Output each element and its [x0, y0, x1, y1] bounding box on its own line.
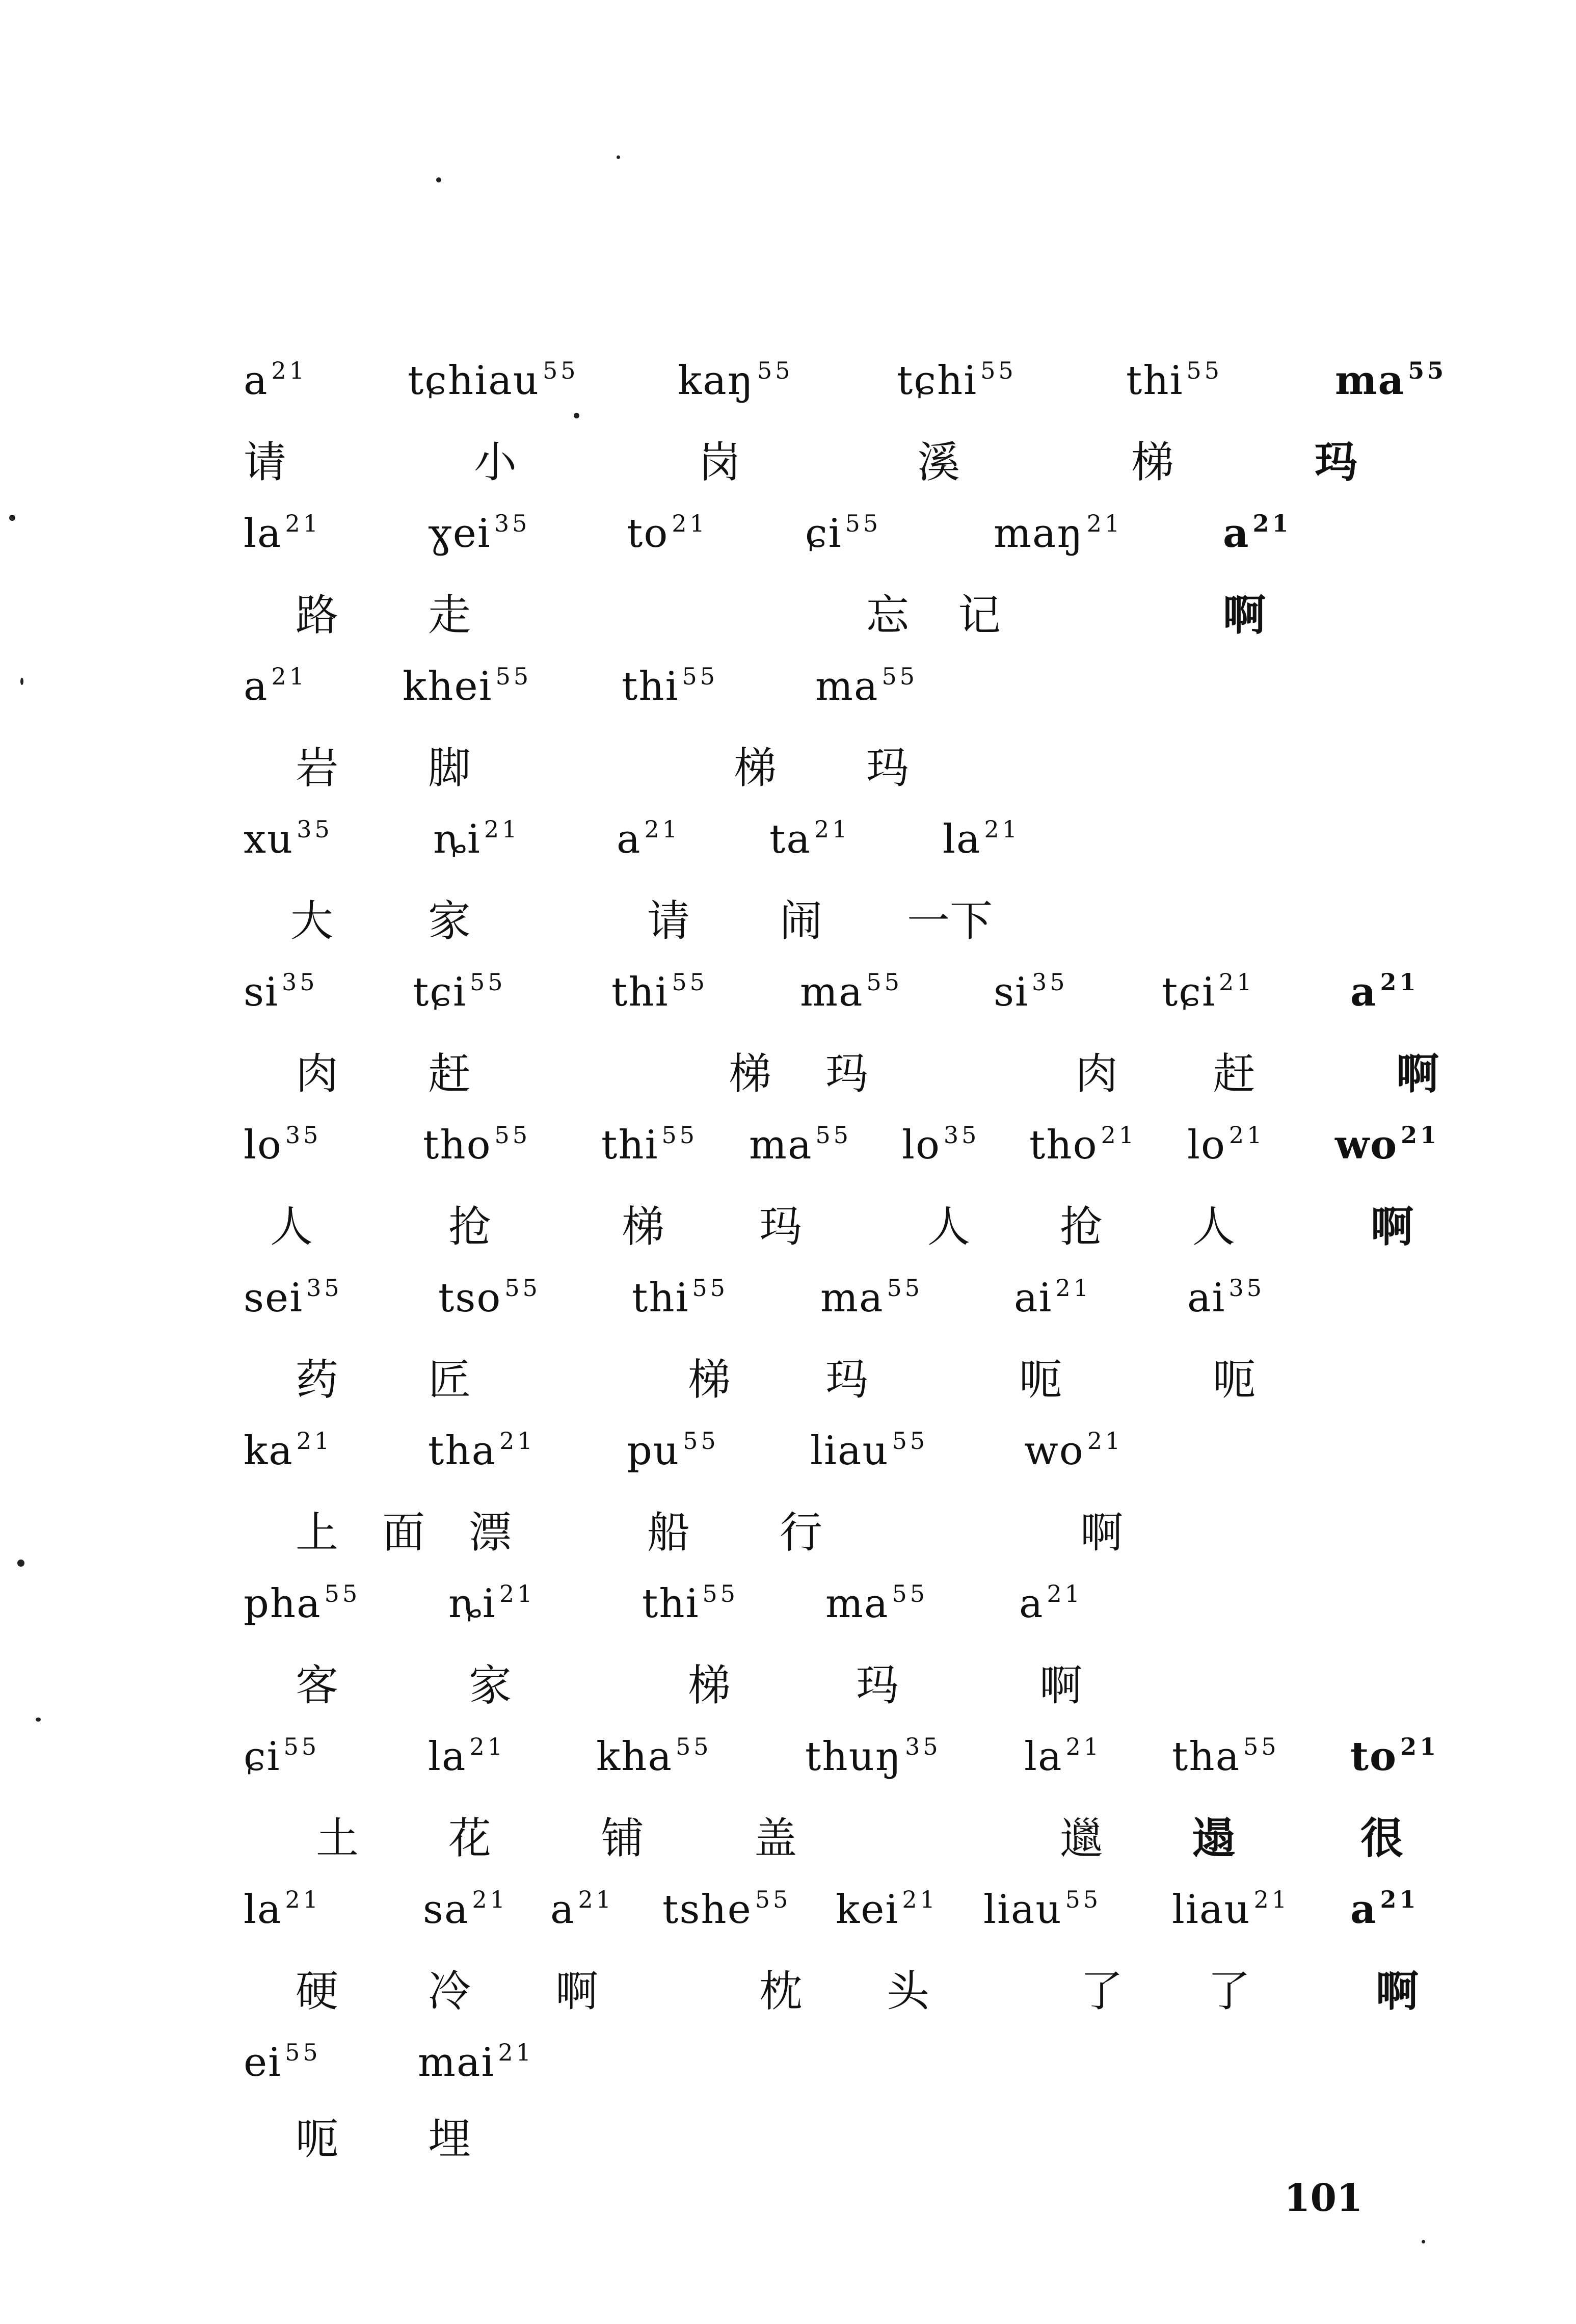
- roman-word: a $^{21}$: [550, 1886, 615, 1933]
- roman-word: lo $^{35}$: [902, 1121, 980, 1168]
- gloss-char: 一下: [907, 896, 993, 946]
- roman-word: tho $^{55}$: [423, 1121, 531, 1168]
- roman-word: tha $^{55}$: [1172, 1733, 1279, 1780]
- gloss-char: 小: [474, 437, 517, 487]
- roman-word: khei $^{55}$: [403, 663, 532, 709]
- roman-word: la $^{21}$: [244, 510, 321, 557]
- gloss-char: 溪: [917, 437, 960, 487]
- print-speck: [9, 515, 15, 521]
- roman-word: a $^{21}$: [617, 815, 681, 862]
- print-speck: [617, 155, 620, 159]
- gloss-char: 很: [1360, 1813, 1404, 1863]
- roman-word: wo $^{21}$: [1024, 1427, 1124, 1474]
- roman-word: sei $^{35}$: [244, 1274, 342, 1321]
- gloss-char: 啊: [1080, 1508, 1124, 1557]
- gloss-char: 船: [647, 1508, 690, 1557]
- gloss-char: 邋: [1060, 1813, 1103, 1863]
- gloss-char: 了: [1080, 1966, 1124, 2016]
- gloss-char: 人: [270, 1202, 313, 1252]
- gloss-char: 啊: [555, 1966, 599, 2016]
- roman-word: ma $^{55}$: [749, 1121, 852, 1168]
- gloss-char: 记: [958, 590, 1001, 640]
- page-number: 101: [1284, 2176, 1363, 2220]
- gloss-char: 路: [296, 590, 339, 640]
- roman-word: to $^{21}$: [1350, 1733, 1439, 1780]
- roman-word: thi $^{55}$: [1126, 357, 1223, 404]
- roman-word: ma $^{55}$: [820, 1274, 923, 1321]
- roman-word: kaŋ $^{55}$: [678, 357, 793, 404]
- gloss-char: 忘: [866, 590, 910, 640]
- roman-word: thi $^{55}$: [632, 1274, 729, 1321]
- gloss-char: 啊: [1396, 1048, 1439, 1099]
- gloss-char: 玛: [759, 1202, 803, 1252]
- gloss-char: 玛: [1315, 437, 1358, 487]
- roman-word: a $^{21}$: [244, 663, 308, 709]
- gloss-char: 铺: [601, 1813, 645, 1863]
- roman-word: tshe $^{55}$: [662, 1886, 791, 1933]
- gloss-char: 啊: [1376, 1966, 1419, 2016]
- roman-word: liau $^{55}$: [810, 1427, 928, 1474]
- roman-word: ɣei $^{35}$: [428, 510, 530, 557]
- gloss-char: 玛: [825, 1355, 869, 1405]
- gloss-char: 玛: [856, 1660, 899, 1710]
- roman-word: pu $^{55}$: [627, 1427, 719, 1474]
- roman-word: tɕhiau $^{55}$: [408, 357, 579, 404]
- roman-word: thi $^{55}$: [601, 1121, 698, 1168]
- print-speck: [436, 177, 441, 182]
- roman-word: ȵi $^{21}$: [433, 815, 520, 862]
- gloss-char: 土: [316, 1813, 359, 1863]
- roman-word: a $^{21}$: [1350, 968, 1419, 1015]
- gloss-char: 抢: [448, 1202, 492, 1252]
- gloss-char: 梯: [688, 1660, 731, 1710]
- roman-word: wo $^{21}$: [1335, 1121, 1440, 1168]
- gloss-char: 请: [647, 896, 690, 946]
- gloss-char: 漂: [469, 1508, 512, 1557]
- roman-word: pha $^{55}$: [244, 1580, 361, 1627]
- gloss-char: 啊: [1223, 590, 1266, 640]
- roman-word: thi $^{55}$: [611, 968, 708, 1015]
- gloss-char: 岗: [698, 437, 741, 487]
- roman-word: ma $^{55}$: [1335, 357, 1447, 404]
- gloss-char: 梯: [622, 1202, 665, 1252]
- gloss-char: 盖: [754, 1813, 797, 1863]
- roman-word: tɕhi $^{55}$: [897, 357, 1017, 404]
- print-speck: [1422, 2240, 1425, 2243]
- roman-word: ei $^{55}$: [244, 2039, 321, 2085]
- gloss-char: 闹: [780, 896, 823, 946]
- gloss-char: 梯: [1131, 437, 1174, 487]
- roman-word: a $^{21}$: [1019, 1580, 1083, 1627]
- gloss-char: 埋: [428, 2114, 471, 2164]
- roman-word: thi $^{55}$: [642, 1580, 739, 1627]
- gloss-char: 人: [1192, 1202, 1236, 1252]
- gloss-char: 药: [296, 1355, 339, 1405]
- roman-word: mai $^{21}$: [418, 2039, 534, 2085]
- roman-word: ma $^{55}$: [825, 1580, 928, 1627]
- roman-word: sa $^{21}$: [423, 1886, 509, 1933]
- gloss-char: 遢: [1192, 1813, 1236, 1863]
- roman-word: kei $^{21}$: [836, 1886, 938, 1933]
- gloss-char: 赶: [428, 1049, 471, 1099]
- gloss-char: 呃: [1213, 1355, 1256, 1405]
- roman-word: ȵi $^{21}$: [448, 1580, 536, 1627]
- gloss-char: 梯: [688, 1355, 731, 1405]
- print-speck: [17, 1560, 24, 1567]
- gloss-char: 啊: [1039, 1660, 1083, 1710]
- roman-word: kha $^{55}$: [596, 1733, 712, 1780]
- gloss-char: 请: [244, 437, 287, 487]
- gloss-char: 玛: [866, 743, 910, 793]
- roman-word: si $^{35}$: [994, 968, 1068, 1015]
- roman-word: la $^{21}$: [943, 815, 1020, 862]
- gloss-char: 家: [428, 896, 471, 946]
- roman-word: ka $^{21}$: [244, 1427, 333, 1474]
- gloss-char: 岩: [296, 743, 339, 793]
- roman-word: thuŋ $^{35}$: [805, 1733, 941, 1780]
- roman-word: ɕi $^{55}$: [805, 510, 882, 557]
- gloss-char: 了: [1208, 1966, 1251, 2016]
- roman-word: tɕi $^{21}$: [1162, 968, 1255, 1015]
- roman-word: lo $^{21}$: [1187, 1121, 1265, 1168]
- roman-word: tha $^{21}$: [428, 1427, 536, 1474]
- gloss-char: 抢: [1060, 1202, 1103, 1252]
- gloss-char: 人: [927, 1202, 971, 1252]
- gloss-char: 行: [780, 1508, 823, 1557]
- gloss-char: 家: [469, 1660, 512, 1710]
- gloss-char: 上: [296, 1508, 339, 1557]
- gloss-char: 走: [428, 590, 471, 640]
- gloss-char: 肉: [296, 1049, 339, 1099]
- roman-word: a $^{21}$: [1223, 510, 1292, 557]
- gloss-char: 赶: [1213, 1049, 1256, 1099]
- gloss-char: 呃: [1019, 1355, 1062, 1405]
- print-speck: [20, 678, 23, 685]
- roman-word: la $^{21}$: [1024, 1733, 1102, 1780]
- roman-word: la $^{21}$: [244, 1886, 321, 1933]
- gloss-char: 客: [296, 1660, 339, 1710]
- roman-word: to $^{21}$: [627, 510, 708, 557]
- roman-word: thi $^{55}$: [622, 663, 718, 709]
- gloss-char: 花: [448, 1813, 492, 1863]
- roman-word: tso $^{55}$: [438, 1274, 541, 1321]
- roman-word: liau $^{21}$: [1172, 1886, 1290, 1933]
- gloss-char: 玛: [825, 1049, 869, 1099]
- roman-word: lo $^{35}$: [244, 1121, 322, 1168]
- print-speck: [574, 413, 579, 418]
- gloss-char: 面: [382, 1508, 425, 1557]
- gloss-char: 肉: [1075, 1049, 1118, 1099]
- roman-word: tɕi $^{55}$: [413, 968, 506, 1015]
- gloss-char: 枕: [759, 1966, 803, 2016]
- gloss-char: 梯: [729, 1049, 772, 1099]
- print-speck: [36, 1718, 41, 1722]
- gloss-char: 呃: [296, 2114, 339, 2164]
- roman-word: ma $^{55}$: [800, 968, 903, 1015]
- gloss-char: 冷: [428, 1966, 471, 2016]
- roman-word: a $^{21}$: [244, 357, 308, 404]
- roman-word: tho $^{21}$: [1029, 1121, 1137, 1168]
- roman-word: maŋ $^{21}$: [994, 510, 1123, 557]
- roman-word: ai $^{35}$: [1187, 1274, 1265, 1321]
- gloss-char: 头: [887, 1966, 930, 2016]
- roman-word: si $^{35}$: [244, 968, 318, 1015]
- gloss-char: 硬: [296, 1966, 339, 2016]
- gloss-char: 梯: [734, 743, 777, 793]
- roman-word: ma $^{55}$: [815, 663, 918, 709]
- gloss-char: 啊: [1371, 1201, 1414, 1252]
- gloss-char: 脚: [428, 743, 471, 793]
- gloss-char: 大: [290, 896, 334, 946]
- roman-word: ta $^{21}$: [769, 815, 850, 862]
- gloss-char: 匠: [428, 1355, 471, 1405]
- roman-word: a $^{21}$: [1350, 1886, 1419, 1933]
- roman-word: ɕi $^{55}$: [244, 1733, 320, 1780]
- roman-word: xu $^{35}$: [244, 815, 333, 862]
- roman-word: liau $^{55}$: [983, 1886, 1102, 1933]
- roman-word: ai $^{21}$: [1014, 1274, 1091, 1321]
- roman-word: la $^{21}$: [428, 1733, 505, 1780]
